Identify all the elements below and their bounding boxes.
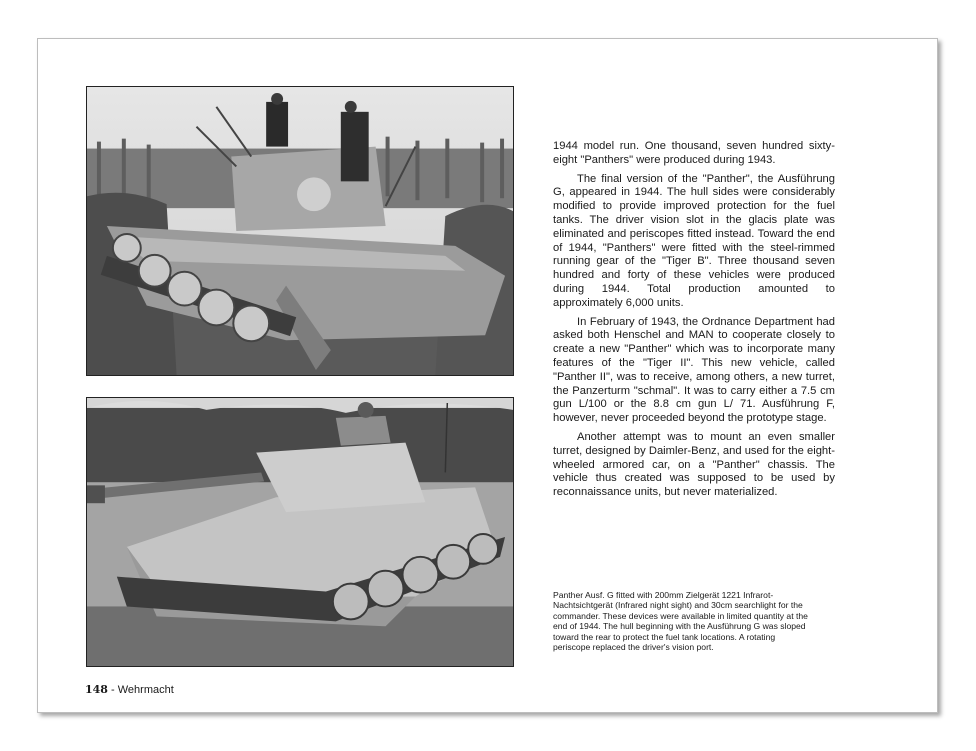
paragraph: In February of 1943, the Ordnance Department had asked both Henschel and MAN to cooperate closely to create a new "Panther" which was to incorporate many features of the "Tiger II". This new vehicle, called "Panther II", was to receive, among others, a new turret, the Panzerturm "schmal". It was to carry either a 7.5 cm gun L/100 or the 8.8 cm gun L/ 71. Ausführung F, however, never proceeded beyond the prototype stage. [553, 315, 835, 425]
page-number: 148 [85, 683, 108, 696]
page-footer [85, 683, 174, 696]
paragraph: Another attempt was to mount an even smaller turret, designed by Daimler-Benz, and used for the eight-wheeled armored car, on a "Panther" chassis. The vehicle thus created was supposed to be used by reconnaissance units, but never materialized. [553, 430, 835, 499]
photo-panther-camouflaged [86, 86, 514, 376]
paragraph: 1944 model run. One thousand, seven hundred sixty-eight "Panthers" were produced during 1943. [553, 140, 835, 166]
article-body [553, 140, 835, 505]
photo-caption: Panther Ausf. G fitted with 200mm Zielgerät 1221 Infrarot-Nachtsichtgerät (Infrared night sight) and 30cm searchlight for the commander. These devices were available in limited quantity at the end of 1944. The hull beginning with the Ausführung G was sloped toward the rear to protect the fuel tank locations. A rotating periscope replaced the driver's vision port. [553, 590, 808, 653]
section-title: - Wehrmacht [107, 684, 174, 696]
photo-panther-camouflaged-image [87, 87, 513, 375]
photo-panther-ausf-g [86, 397, 514, 667]
photo-panther-ausf-g-image [87, 398, 513, 666]
book-page [37, 38, 938, 713]
paragraph: The final version of the "Panther", the Ausführung G, appeared in 1944. The hull sides were considerably modified to provide improved protection for the fuel tanks. The driver vision slot in the glacis plate was eliminated and periscopes fitted instead. Toward the end of 1944, "Panthers" were fitted with the steel-rimmed running gear of the "Tiger B". Three thousand seven hundred and forty of these vehicles were produced during 1944. Total production amounted to approximately 6,000 units. [553, 172, 835, 309]
